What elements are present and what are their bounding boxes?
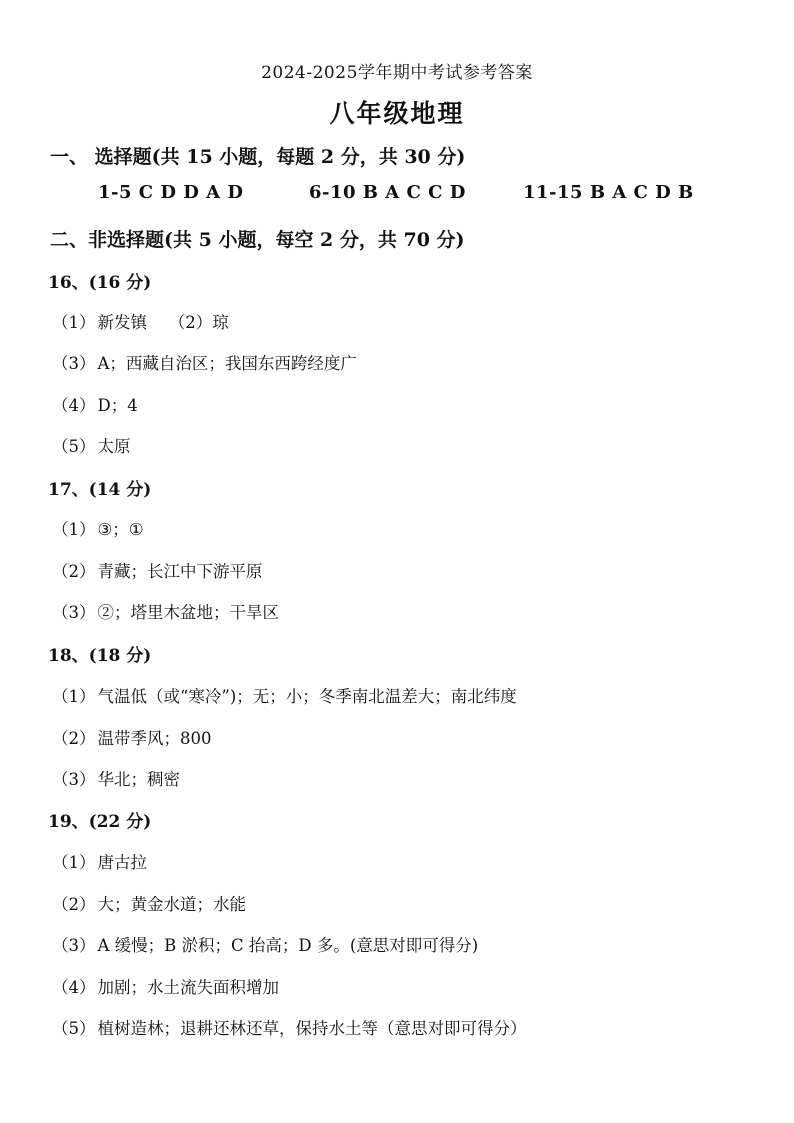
answer-number: （4） — [52, 396, 96, 415]
answer-number: （2） — [52, 895, 96, 914]
answer-number: （3） — [52, 354, 96, 373]
answer-text: A；西藏自治区；我国东西跨经度广 — [97, 354, 357, 373]
answer-line — [52, 891, 246, 915]
answer-number: （1） — [52, 687, 96, 706]
question-19-heading: 19、(22 分) — [48, 812, 152, 832]
answer-number: （2） — [52, 729, 96, 748]
page-title: 八年级地理 — [329, 99, 465, 128]
answer-line — [52, 1015, 527, 1039]
section-2-heading: 二、非选择题(共 5 小题，每空 2 分，共 70 分) — [50, 229, 465, 251]
answer-line — [52, 350, 357, 374]
answer-line — [52, 725, 212, 749]
answer-line — [52, 433, 131, 457]
answer-number: （3） — [52, 936, 96, 955]
answer-text: 太原 — [97, 437, 131, 456]
answer-line — [52, 932, 478, 956]
answer-text: ③；① — [97, 520, 144, 539]
answer-number: （4） — [52, 978, 96, 997]
answer-text: 植树造林；退耕还林还草，保持水土等（意思对即可得分） — [97, 1019, 527, 1038]
question-18-heading: 18、(18 分) — [48, 646, 152, 666]
mc-group-1-5: 1-5 C D D A D — [98, 182, 244, 203]
answer-text: 唐古拉 — [97, 853, 147, 872]
answer-line — [52, 766, 180, 790]
answer-number: （5） — [52, 1019, 96, 1038]
answer-text: ②；塔里木盆地；干旱区 — [97, 603, 279, 622]
exam-subtitle: 2024-2025学年期中考试参考答案 — [261, 63, 533, 83]
answer-line — [52, 558, 263, 582]
answer-number: （1） — [52, 520, 96, 539]
answer-line — [52, 683, 517, 707]
answer-number: （3） — [52, 603, 96, 622]
answer-number: （5） — [52, 437, 96, 456]
answer-number: （1） — [52, 313, 96, 332]
answer-text: 加剧；水土流失面积增加 — [97, 978, 279, 997]
answer-text: D；4 — [97, 396, 138, 415]
answer-text: 温带季风；800 — [97, 729, 212, 748]
answer-text: 大；黄金水道；水能 — [97, 895, 246, 914]
question-17-heading: 17、(14 分) — [48, 480, 152, 500]
answer-number: （2） — [52, 562, 96, 581]
answer-line — [52, 599, 279, 623]
answer-number: （1） — [52, 853, 96, 872]
multiple-choice-answers — [0, 182, 794, 208]
mc-group-11-15: 11-15 B A C D B — [523, 182, 694, 203]
answer-line — [52, 849, 147, 873]
answer-text: 气温低（或“寒冷”)；无；小；冬季南北温差大；南北纬度 — [97, 687, 517, 706]
answer-line — [52, 309, 229, 333]
mc-group-6-10: 6-10 B A C C D — [309, 182, 466, 203]
answer-line — [52, 974, 279, 998]
answer-line — [52, 516, 144, 540]
answer-text: 青藏；长江中下游平原 — [97, 562, 263, 581]
answer-number: （3） — [52, 770, 96, 789]
answer-text: 新发镇 （2）琼 — [97, 313, 229, 332]
answer-text: 华北；稠密 — [97, 770, 180, 789]
section-1-heading: 一、 选择题(共 15 小题，每题 2 分，共 30 分) — [50, 146, 466, 168]
answer-line — [52, 392, 138, 416]
question-16-heading: 16、(16 分) — [48, 273, 152, 293]
answer-text: A 缓慢；B 淤积；C 抬高；D 多。(意思对即可得分) — [97, 936, 479, 955]
